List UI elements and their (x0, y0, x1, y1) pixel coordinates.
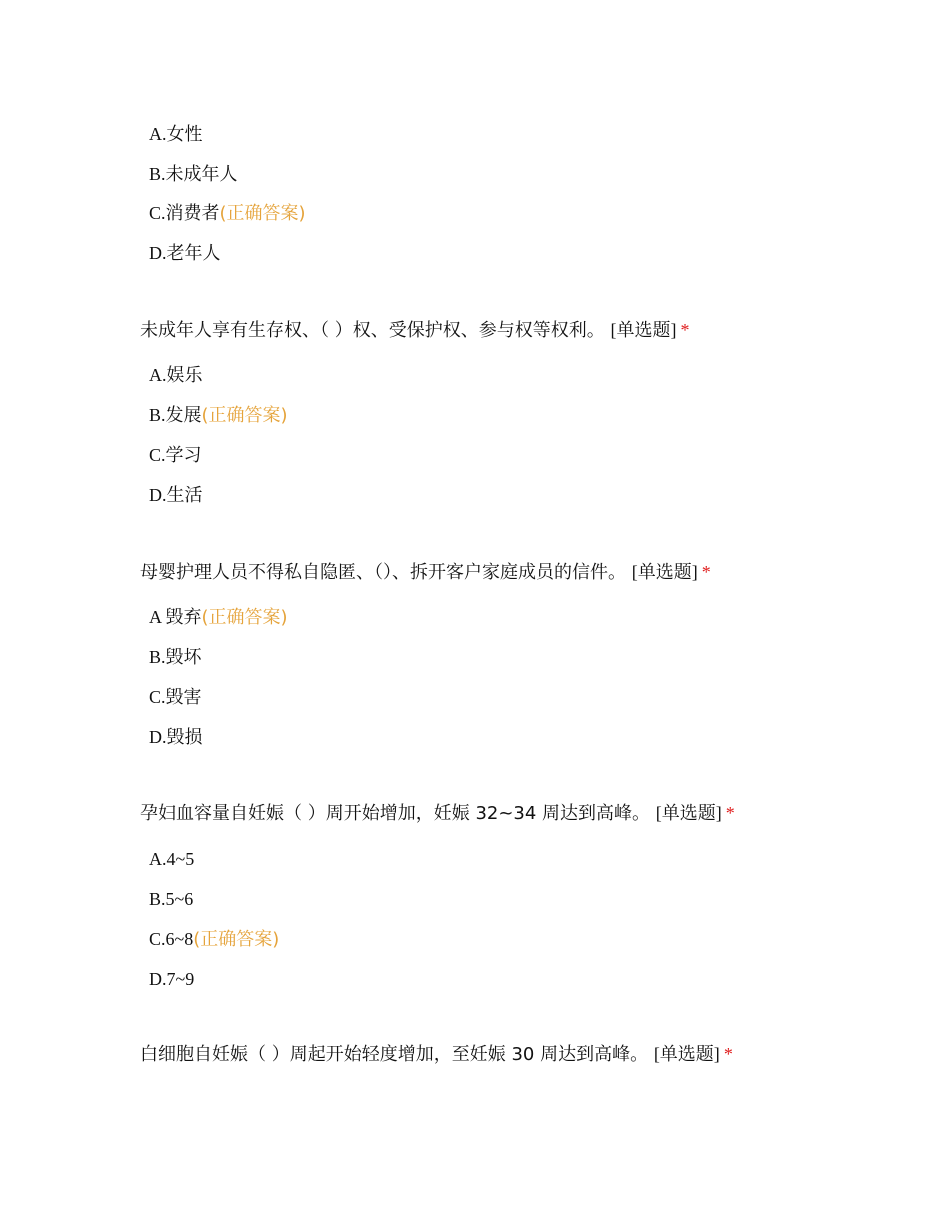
option-2-b (149, 645, 202, 670)
question-text: 未成年人享有生存权、（ ）权、受保护权、参与权等权利。 (140, 320, 605, 341)
option-letter: A. (149, 124, 167, 144)
option-2-a (149, 605, 288, 630)
option-text: 发展 (165, 405, 202, 426)
correct-answer-mark: (正确答案) (193, 929, 280, 950)
option-1-c (149, 443, 202, 468)
option-letter: C. (149, 687, 166, 707)
question-type: [单选题] (631, 562, 698, 582)
option-text: 毁损 (166, 727, 203, 748)
option-letter: C. (149, 445, 166, 465)
option-letter: A. (149, 365, 167, 385)
question-text: 母婴护理人员不得私自隐匿、（）、拆开客户家庭成员的信件。 (140, 562, 626, 583)
option-3-c (149, 927, 279, 952)
option-letter: D. (149, 969, 167, 989)
question-type: [单选题] (610, 320, 677, 340)
option-3-d (149, 967, 194, 992)
option-0-d (149, 241, 221, 266)
option-letter: D. (149, 727, 167, 747)
option-2-d (149, 725, 203, 750)
option-3-a (149, 847, 194, 872)
option-letter: D. (149, 485, 167, 505)
question-type: [单选题] (653, 1044, 720, 1064)
option-text: 女性 (166, 124, 203, 145)
option-text: 学习 (165, 445, 202, 466)
question-text: 孕妇血容量自妊娠（ ）周开始增加，妊娠 32~34 周达到高峰。 (140, 803, 651, 824)
option-text: 7~9 (166, 969, 195, 989)
question-1 (140, 318, 689, 343)
required-mark: * (723, 1044, 733, 1064)
option-letter: A. (149, 849, 167, 869)
option-text: 毁弃 (165, 607, 202, 628)
option-0-b (149, 162, 238, 187)
option-text: 毁坏 (165, 647, 202, 668)
option-text: 毁害 (165, 687, 202, 708)
option-letter: B. (149, 164, 166, 184)
correct-answer-mark: (正确答案) (201, 607, 288, 628)
required-mark: * (680, 320, 690, 340)
option-text: 娱乐 (166, 365, 203, 386)
required-mark: * (725, 803, 735, 823)
question-type: [单选题] (655, 803, 722, 823)
option-text: 4~5 (166, 849, 195, 869)
question-2 (140, 560, 711, 585)
option-letter: B. (149, 889, 166, 909)
required-mark: * (701, 562, 711, 582)
correct-answer-mark: (正确答案) (201, 405, 288, 426)
option-0-a (149, 122, 203, 147)
option-text: 生活 (166, 485, 203, 506)
option-letter: C. (149, 929, 166, 949)
option-text: 5~6 (165, 889, 194, 909)
option-1-b (149, 403, 288, 428)
option-letter: D. (149, 243, 167, 263)
option-2-c (149, 685, 202, 710)
option-1-a (149, 363, 203, 388)
option-0-c (149, 201, 306, 226)
option-letter: C. (149, 203, 166, 223)
option-letter: B. (149, 405, 166, 425)
question-3 (140, 801, 735, 826)
option-text: 老年人 (166, 243, 221, 264)
option-letter: B. (149, 647, 166, 667)
correct-answer-mark: (正确答案) (219, 203, 306, 224)
question-text: 白细胞自妊娠（ ）周起开始轻度增加，至妊娠 30 周达到高峰。 (140, 1044, 649, 1065)
option-text: 6~8 (165, 929, 194, 949)
option-3-b (149, 887, 193, 912)
option-letter: A (149, 607, 166, 627)
option-1-d (149, 483, 203, 508)
question-4 (140, 1042, 733, 1067)
option-text: 消费者 (165, 203, 220, 224)
option-text: 未成年人 (165, 164, 238, 185)
